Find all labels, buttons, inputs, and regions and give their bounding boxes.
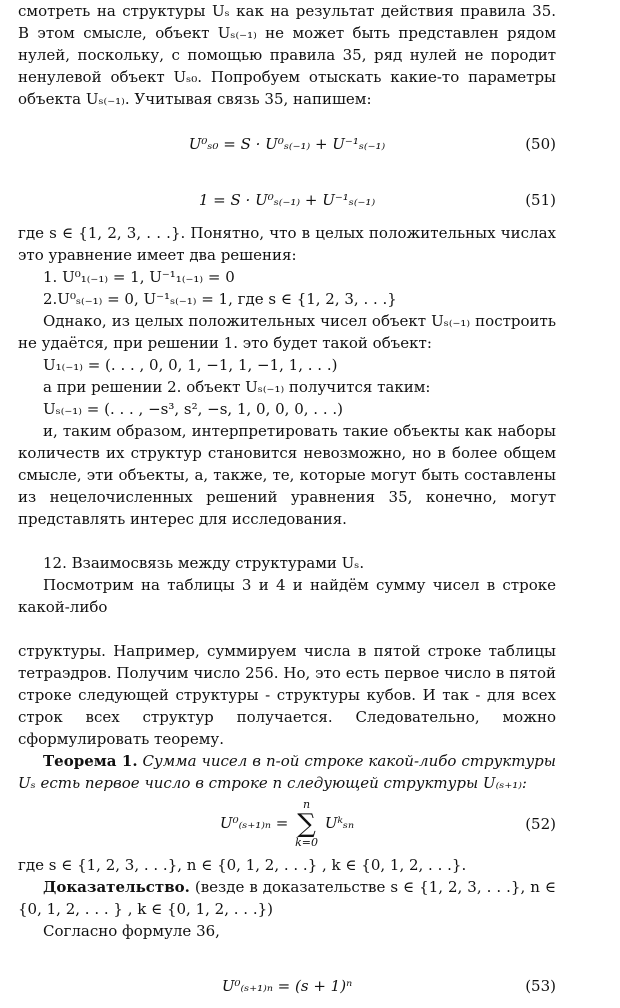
proof-conditions: (везде в доказательстве s ∈ {1, 2, 3, . . .}, n ∈ {0, 1, 2, . . . } , k ∈ {0, 1, 2, . . .}) — [18, 878, 556, 918]
equation-52-lhs: U⁰₍ₛ₊₁₎ₙ = — [219, 814, 289, 832]
solution-2: 2.U⁰ₛ₍₋₁₎ = 0, U⁻¹ₛ₍₋₁₎ = 1, где s ∈ {1, 2, 3, . . .} — [43, 290, 397, 308]
equation-53-number: (53) — [525, 977, 556, 995]
equation-50 — [18, 122, 556, 166]
paragraph-object-construction: Однако, из целых положительных чисел объект Uₛ₍₋₁₎ построить не удаётся, при решении 1. это будет такой объект: — [18, 312, 556, 352]
theorem-1-title: Теорема 1. — [43, 752, 138, 770]
proof-title: Доказательство. — [43, 878, 190, 896]
theorem-1 — [18, 750, 556, 794]
object-solution-1: U₁₍₋₁₎ = (. . . , 0, 0, 1, −1, 1, −1, 1, . . .) — [43, 356, 338, 374]
equation-52-sum-lower: k=0 — [295, 836, 319, 849]
paragraph-tetrahedra-example: структуры. Например, суммируем числа в пятой строке таблицы тетраэдров. Получим число 256. Но, это есть первое число в пятой строке следующей структуры - структуры кубов. И так - для всех строк всех структур получается. Следовательно, можно сформулировать теорему. — [18, 642, 556, 748]
equation-52-formula — [220, 799, 354, 849]
equation-52-sum — [295, 799, 318, 849]
paragraph-formula-36: Согласно формуле 36, — [43, 922, 220, 940]
equation-51-formula: 1 = S · U⁰ₛ₍₋₁₎ + U⁻¹ₛ₍₋₁₎ — [198, 191, 376, 209]
paragraph-sets: где s ∈ {1, 2, 3, . . .}, n ∈ {0, 1, 2, . . .} , k ∈ {0, 1, 2, . . .}. — [18, 856, 467, 874]
paragraph-tables-look: Посмотрим на таблицы 3 и 4 и найдём сумму чисел в строке какой-либо — [18, 576, 556, 616]
paragraph-two-solutions: где s ∈ {1, 2, 3, . . .}. Понятно, что в целых положительных числах это уравнение имеет два решения: — [18, 224, 556, 264]
object-solution-2: Uₛ₍₋₁₎ = (. . . , −s³, s², −s, 1, 0, 0, 0, . . .) — [43, 400, 343, 418]
section-12-heading: 12. Взаимосвязь между структурами Uₛ. — [43, 554, 365, 572]
equation-50-formula: U⁰ₛ₀ = S · U⁰ₛ₍₋₁₎ + U⁻¹ₛ₍₋₁₎ — [188, 135, 386, 153]
equation-53-formula: U⁰₍ₛ₊₁₎ₙ = (s + 1)ⁿ — [221, 977, 353, 995]
paragraph-structures-intro: смотреть на структуры Uₛ как на результат действия правила 35. В этом смысле, объект Uₛ₍₋₁₎ не может быть представлен рядом нулей, поскольку, с помощью правила 35, ряд нулей не породит ненулевой объект Uₛ₀. Попробуем отыскать какие-то параметры объекта Uₛ₍₋₁₎. Учитывая связь 35, напишем: — [18, 2, 556, 108]
equation-52 — [18, 794, 556, 854]
equation-50-number: (50) — [525, 135, 556, 153]
document-page — [18, 0, 556, 1008]
object-solution-2-intro: а при решении 2. объект Uₛ₍₋₁₎ получится таким: — [43, 378, 431, 396]
proof — [18, 876, 556, 920]
equation-53 — [18, 964, 556, 1008]
equation-51 — [18, 178, 556, 222]
equation-52-term: Uᵏₛₙ — [324, 814, 355, 832]
equation-52-sum-upper: n — [303, 798, 311, 811]
equation-51-number: (51) — [525, 191, 556, 209]
theorem-1-statement: Сумма чисел в n-ой строке какой-либо структуры Uₛ есть первое число в строке n следующей структуры U₍ₛ₊₁₎: — [18, 752, 557, 792]
equation-52-sum-symbol: ∑ — [297, 809, 316, 839]
solution-1: 1. U⁰₁₍₋₁₎ = 1, U⁻¹₁₍₋₁₎ = 0 — [43, 268, 235, 286]
paragraph-interpretation: и, таким образом, интерпретировать такие объекты как наборы количеств их структур становится невозможно, но в более общем смысле, эти объекты, а, также, те, которые могут быть составлены из нецелочисленных решений уравнения 35, конечно, могут представлять интерес для исследования. — [18, 422, 556, 528]
equation-52-number: (52) — [525, 815, 556, 833]
